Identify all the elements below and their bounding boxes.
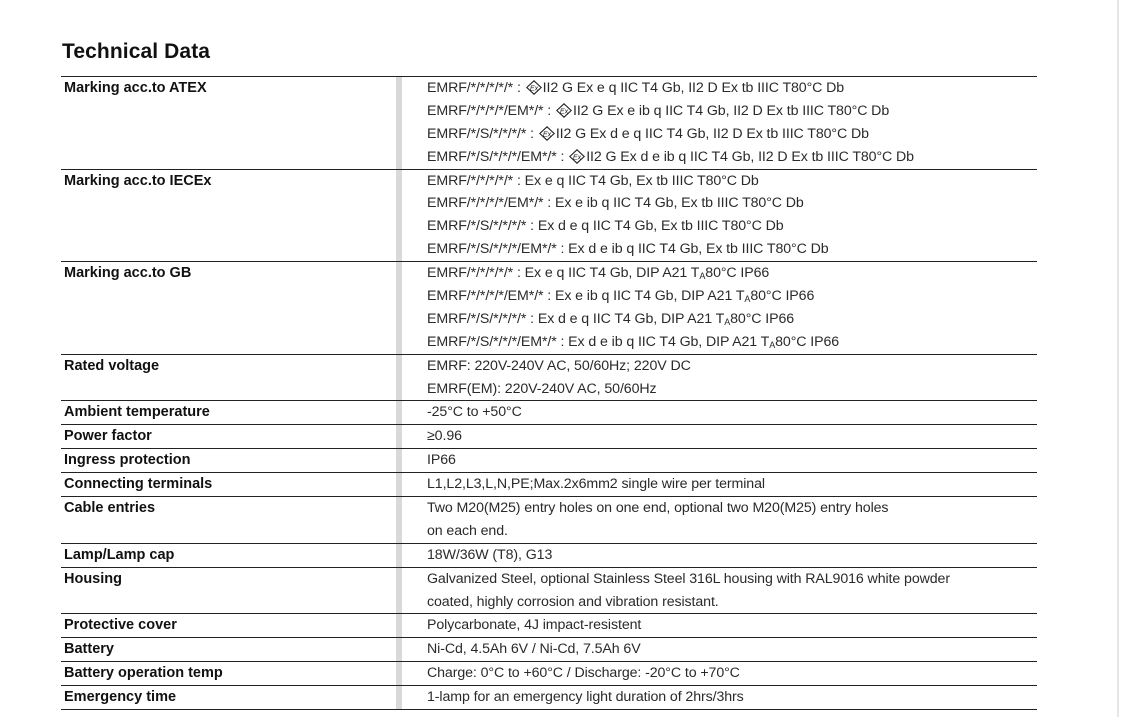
spec-row xyxy=(61,424,1037,448)
value-text: on each end. xyxy=(427,522,508,539)
value-text: EMRF/*/S/*/*/*/EM*/* : Ex d e ib q IIC T4 Gb, DIP A21 T xyxy=(427,333,770,350)
page-edge-rule xyxy=(1117,0,1119,717)
spec-label: Marking acc.to IECEx xyxy=(64,172,212,189)
spec-label: Emergency time xyxy=(64,689,177,706)
spec-value xyxy=(427,449,1037,472)
spec-value xyxy=(427,662,1037,685)
value-line xyxy=(427,215,1037,238)
ex-mark-icon xyxy=(569,149,585,164)
value-text: coated, highly corrosion and vibration resistant. xyxy=(427,593,719,610)
spec-value xyxy=(427,686,1037,709)
spec-row xyxy=(61,661,1037,685)
marking-code: EMRF/*/S/*/*/*/EM*/* : xyxy=(427,148,565,165)
value-line xyxy=(427,425,1037,448)
value-text: -25°C to +50°C xyxy=(427,404,522,421)
spec-label: Marking acc.to ATEX xyxy=(64,80,207,96)
spec-value xyxy=(427,355,1037,401)
value-text: II2 G Ex d e ib q IIC T4 Gb, II2 D Ex tb IIIC T80°C Db xyxy=(586,148,914,165)
value-text: EMRF/*/S/*/*/*/* : Ex d e q IIC T4 Gb, Ex tb IIIC T80°C Db xyxy=(427,218,784,235)
value-text-after: 80°C IP66 xyxy=(750,288,815,305)
value-line xyxy=(427,378,1037,401)
column-divider xyxy=(396,262,402,354)
spec-value xyxy=(427,170,1037,262)
spec-row xyxy=(61,354,1037,401)
value-line xyxy=(427,544,1037,567)
value-line xyxy=(427,170,1037,193)
spec-row xyxy=(61,400,1037,424)
spec-row xyxy=(61,448,1037,472)
value-line xyxy=(427,614,1037,637)
value-text: EMRF/*/*/*/*/EM*/* : Ex e ib q IIC T4 Gb, Ex tb IIIC T80°C Db xyxy=(427,195,804,212)
value-text: Galvanized Steel, optional Stainless Steel 316L housing with RAL9016 white powder xyxy=(427,570,950,587)
value-line xyxy=(427,568,1037,591)
ex-mark-icon xyxy=(526,80,542,95)
column-divider xyxy=(396,425,402,448)
spec-value xyxy=(427,614,1037,637)
value-line xyxy=(427,473,1037,496)
value-text: 1-lamp for an emergency light duration of 2hrs/3hrs xyxy=(427,689,744,706)
spec-row xyxy=(61,613,1037,637)
spec-label: Ingress protection xyxy=(64,452,191,469)
spec-row xyxy=(61,496,1037,543)
value-text: Two M20(M25) entry holes on one end, optional two M20(M25) entry holes xyxy=(427,500,889,517)
value-line xyxy=(427,192,1037,215)
marking-code: EMRF/*/S/*/*/*/* : xyxy=(427,125,534,142)
value-text: IP66 xyxy=(427,452,456,469)
spec-value xyxy=(427,497,1037,543)
spec-row xyxy=(61,261,1037,354)
value-line xyxy=(427,262,1037,285)
value-line xyxy=(427,308,1037,331)
spec-value xyxy=(427,568,1037,614)
value-line xyxy=(427,591,1037,614)
column-divider xyxy=(396,662,402,685)
value-line xyxy=(427,662,1037,685)
spec-row xyxy=(61,472,1037,496)
spec-label: Marking acc.to GB xyxy=(64,265,192,282)
subscript: A xyxy=(699,271,706,282)
spec-value xyxy=(427,425,1037,448)
ex-mark-icon xyxy=(556,103,572,118)
value-line xyxy=(427,401,1037,424)
spec-label: Rated voltage xyxy=(64,357,160,374)
value-line xyxy=(427,285,1037,308)
spec-label: Lamp/Lamp cap xyxy=(64,546,175,563)
value-line xyxy=(427,686,1037,709)
column-divider xyxy=(396,614,402,637)
column-divider xyxy=(396,355,402,401)
column-divider xyxy=(396,638,402,661)
column-divider xyxy=(396,686,402,709)
value-text-after: 80°C IP66 xyxy=(775,333,840,350)
value-line xyxy=(427,238,1037,261)
value-line xyxy=(427,77,1037,100)
value-text: L1,L2,L3,L,N,PE;Max.2x6mm2 single wire per terminal xyxy=(427,476,765,493)
spec-row xyxy=(61,567,1037,614)
value-line xyxy=(427,355,1037,378)
marking-code: EMRF/*/*/*/*/EM*/* : xyxy=(427,102,552,119)
value-line xyxy=(427,146,1037,169)
column-divider xyxy=(396,497,402,543)
column-divider xyxy=(396,544,402,567)
value-text: II2 G Ex e q IIC T4 Gb, II2 D Ex tb IIIC T80°C Db xyxy=(542,80,845,96)
value-text: 18W/36W (T8), G13 xyxy=(427,546,553,563)
column-divider xyxy=(396,473,402,496)
spec-value xyxy=(427,544,1037,567)
spec-value xyxy=(427,638,1037,661)
value-line xyxy=(427,100,1037,123)
spec-value xyxy=(427,401,1037,424)
value-text: Charge: 0°C to +60°C / Discharge: -20°C to +70°C xyxy=(427,665,740,682)
marking-code: EMRF/*/*/*/*/* : xyxy=(427,80,521,96)
spec-row xyxy=(61,637,1037,661)
value-text-after: 80°C IP66 xyxy=(730,310,795,327)
spec-value xyxy=(427,473,1037,496)
value-text: Polycarbonate, 4J impact-resistent xyxy=(427,617,642,634)
value-line xyxy=(427,638,1037,661)
spec-row xyxy=(61,76,1037,169)
value-text-after: 80°C IP66 xyxy=(705,265,770,282)
spec-label: Connecting terminals xyxy=(64,476,213,493)
value-text: EMRF/*/*/*/*/* : Ex e q IIC T4 Gb, DIP A21 T xyxy=(427,265,700,282)
spec-label: Protective cover xyxy=(64,617,177,634)
value-text: EMRF(EM): 220V-240V AC, 50/60Hz xyxy=(427,380,657,397)
column-divider xyxy=(396,401,402,424)
subscript: A xyxy=(769,339,776,350)
value-text: EMRF/*/S/*/*/*/EM*/* : Ex d e ib q IIC T4 Gb, Ex tb IIIC T80°C Db xyxy=(427,241,829,258)
ex-mark-icon xyxy=(539,126,555,141)
value-line xyxy=(427,497,1037,520)
value-text: ≥0.96 xyxy=(427,428,462,445)
spec-label: Battery xyxy=(64,641,114,658)
spec-label: Housing xyxy=(64,570,122,587)
spec-label: Ambient temperature xyxy=(64,404,210,421)
value-text: II2 G Ex d e q IIC T4 Gb, II2 D Ex tb IIIC T80°C Db xyxy=(555,125,869,142)
spec-row xyxy=(61,169,1037,262)
value-text: EMRF/*/S/*/*/*/* : Ex d e q IIC T4 Gb, DIP A21 T xyxy=(427,310,725,327)
spec-label: Battery operation temp xyxy=(64,665,223,682)
column-divider xyxy=(396,449,402,472)
column-divider xyxy=(396,170,402,262)
value-line xyxy=(427,331,1037,354)
value-text: Ni-Cd, 4.5Ah 6V / Ni-Cd, 7.5Ah 6V xyxy=(427,641,641,658)
spec-value xyxy=(427,262,1037,354)
value-text: EMRF/*/*/*/*/EM*/* : Ex e ib q IIC T4 Gb, DIP A21 T xyxy=(427,288,745,305)
value-line xyxy=(427,449,1037,472)
subscript: A xyxy=(724,316,731,327)
spec-label: Cable entries xyxy=(64,500,156,517)
page-title: Technical Data xyxy=(62,40,211,63)
value-line xyxy=(427,520,1037,543)
spec-value xyxy=(427,77,1037,169)
column-divider xyxy=(396,77,402,169)
value-text: II2 G Ex e ib q IIC T4 Gb, II2 D Ex tb IIIC T80°C Db xyxy=(572,102,890,119)
spec-label: Power factor xyxy=(64,428,152,445)
spec-row xyxy=(61,685,1037,710)
value-text: EMRF: 220V-240V AC, 50/60Hz; 220V DC xyxy=(427,357,691,374)
value-line xyxy=(427,123,1037,146)
technical-data-table xyxy=(61,76,1037,710)
column-divider xyxy=(396,568,402,614)
subscript: A xyxy=(744,294,751,305)
value-text: EMRF/*/*/*/*/* : Ex e q IIC T4 Gb, Ex tb IIIC T80°C Db xyxy=(427,172,759,189)
spec-row xyxy=(61,543,1037,567)
